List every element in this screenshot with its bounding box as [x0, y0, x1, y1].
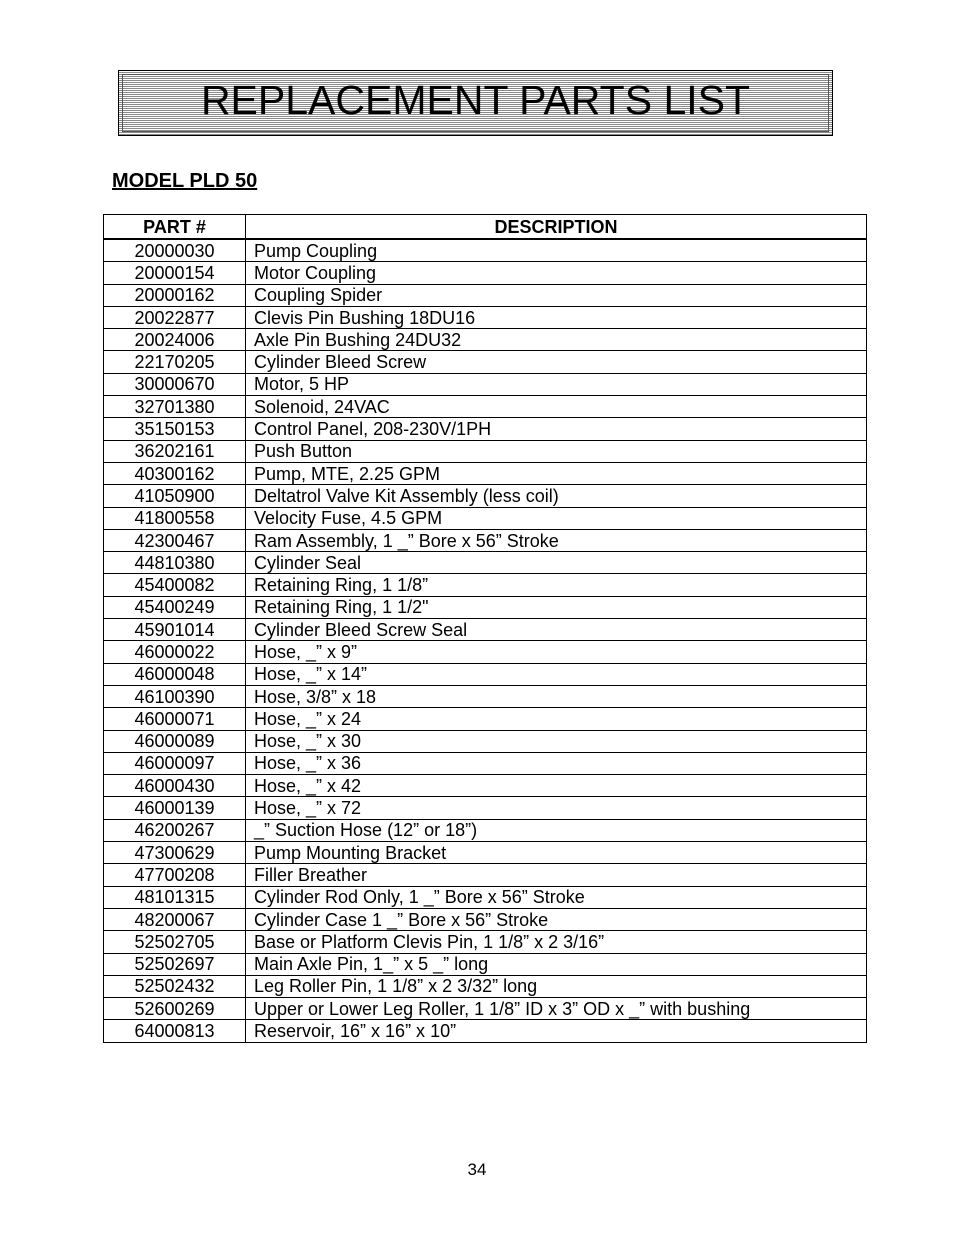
- description-cell: Push Button: [246, 440, 867, 462]
- part-number-cell: 48101315: [104, 886, 246, 908]
- table-row: [104, 819, 867, 841]
- table-header-row: [104, 215, 867, 240]
- part-number-cell: 42300467: [104, 529, 246, 551]
- table-row: [104, 239, 867, 262]
- part-number-cell: 41050900: [104, 485, 246, 507]
- part-number-cell: 46000430: [104, 775, 246, 797]
- part-number-cell: 45400249: [104, 596, 246, 618]
- description-cell: Velocity Fuse, 4.5 GPM: [246, 507, 867, 529]
- part-number-cell: 48200067: [104, 908, 246, 930]
- table-row: [104, 351, 867, 373]
- part-number-cell: 52502432: [104, 975, 246, 997]
- page-number: 34: [467, 1160, 487, 1179]
- part-number-cell: 47300629: [104, 842, 246, 864]
- description-cell: Axle Pin Bushing 24DU32: [246, 329, 867, 351]
- description-cell: Filler Breather: [246, 864, 867, 886]
- part-number-cell: 46100390: [104, 685, 246, 707]
- table-row: [104, 730, 867, 752]
- title-banner: [118, 70, 833, 136]
- parts-table: [103, 214, 867, 1043]
- description-cell: Hose, _” x 14”: [246, 663, 867, 685]
- description-cell: Clevis Pin Bushing 18DU16: [246, 306, 867, 328]
- part-number-cell: 64000813: [104, 1020, 246, 1042]
- description-cell: Ram Assembly, 1 _” Bore x 56” Stroke: [246, 529, 867, 551]
- table-row: [104, 329, 867, 351]
- description-cell: Pump, MTE, 2.25 GPM: [246, 462, 867, 484]
- description-cell: Retaining Ring, 1 1/8”: [246, 574, 867, 596]
- part-number-cell: 20000030: [104, 239, 246, 262]
- description-cell: Hose, 3/8” x 18: [246, 685, 867, 707]
- description-cell: Retaining Ring, 1 1/2": [246, 596, 867, 618]
- description-cell: Cylinder Bleed Screw Seal: [246, 619, 867, 641]
- description-cell: Cylinder Seal: [246, 552, 867, 574]
- part-number-cell: 47700208: [104, 864, 246, 886]
- table-row: [104, 953, 867, 975]
- page-title: REPLACEMENT PARTS LIST: [200, 77, 751, 123]
- description-cell: Hose, _” x 9”: [246, 641, 867, 663]
- part-number-cell: 45901014: [104, 619, 246, 641]
- part-number-cell: 35150153: [104, 418, 246, 440]
- description-cell: Hose, _” x 36: [246, 752, 867, 774]
- table-row: [104, 886, 867, 908]
- part-number-cell: 52502697: [104, 953, 246, 975]
- table-row: [104, 373, 867, 395]
- description-cell: Leg Roller Pin, 1 1/8” x 2 3/32” long: [246, 975, 867, 997]
- table-row: [104, 864, 867, 886]
- table-row: [104, 284, 867, 306]
- description-cell: Cylinder Case 1 _” Bore x 56” Stroke: [246, 908, 867, 930]
- part-number-cell: 30000670: [104, 373, 246, 395]
- description-cell: _” Suction Hose (12” or 18”): [246, 819, 867, 841]
- part-number-cell: 20024006: [104, 329, 246, 351]
- table-row: [104, 396, 867, 418]
- description-cell: Hose, _” x 72: [246, 797, 867, 819]
- part-number-cell: 46000048: [104, 663, 246, 685]
- description-cell: Deltatrol Valve Kit Assembly (less coil): [246, 485, 867, 507]
- description-cell: Upper or Lower Leg Roller, 1 1/8” ID x 3” OD x _” with bushing: [246, 998, 867, 1020]
- table-row: [104, 842, 867, 864]
- part-number-cell: 46000089: [104, 730, 246, 752]
- table-row: [104, 552, 867, 574]
- table-row: [104, 663, 867, 685]
- part-number-cell: 46200267: [104, 819, 246, 841]
- table-row: [104, 908, 867, 930]
- part-number-cell: 20022877: [104, 306, 246, 328]
- table-row: [104, 619, 867, 641]
- table-row: [104, 685, 867, 707]
- part-number-cell: 44810380: [104, 552, 246, 574]
- part-number-cell: 46000022: [104, 641, 246, 663]
- description-cell: Base or Platform Clevis Pin, 1 1/8” x 2 3/16”: [246, 931, 867, 953]
- part-number-cell: 22170205: [104, 351, 246, 373]
- description-cell: Main Axle Pin, 1_” x 5 _” long: [246, 953, 867, 975]
- description-cell: Hose, _” x 42: [246, 775, 867, 797]
- description-cell: Pump Coupling: [246, 239, 867, 262]
- part-number-cell: 32701380: [104, 396, 246, 418]
- table-row: [104, 596, 867, 618]
- description-cell: Hose, _” x 24: [246, 708, 867, 730]
- part-number-cell: 52600269: [104, 998, 246, 1020]
- description-cell: Hose, _” x 30: [246, 730, 867, 752]
- description-cell: Coupling Spider: [246, 284, 867, 306]
- part-number-cell: 40300162: [104, 462, 246, 484]
- table-row: [104, 529, 867, 551]
- part-number-cell: 46000097: [104, 752, 246, 774]
- description-cell: Cylinder Bleed Screw: [246, 351, 867, 373]
- table-row: [104, 975, 867, 997]
- description-cell: Motor, 5 HP: [246, 373, 867, 395]
- part-number-cell: 36202161: [104, 440, 246, 462]
- description-header: DESCRIPTION: [246, 215, 867, 240]
- part-number-cell: 46000071: [104, 708, 246, 730]
- table-row: [104, 708, 867, 730]
- table-row: [104, 641, 867, 663]
- table-row: [104, 574, 867, 596]
- table-row: [104, 462, 867, 484]
- table-row: [104, 998, 867, 1020]
- table-row: [104, 797, 867, 819]
- part-number-cell: 45400082: [104, 574, 246, 596]
- table-row: [104, 485, 867, 507]
- description-cell: Pump Mounting Bracket: [246, 842, 867, 864]
- description-cell: Cylinder Rod Only, 1 _” Bore x 56” Stroke: [246, 886, 867, 908]
- table-row: [104, 775, 867, 797]
- part-number-cell: 20000162: [104, 284, 246, 306]
- model-heading: MODEL PLD 50: [112, 170, 258, 192]
- table-row: [104, 507, 867, 529]
- part-number-header: PART #: [104, 215, 246, 240]
- part-number-cell: 41800558: [104, 507, 246, 529]
- parts-table-body: [104, 239, 867, 1042]
- table-row: [104, 931, 867, 953]
- table-row: [104, 752, 867, 774]
- part-number-cell: 46000139: [104, 797, 246, 819]
- table-row: [104, 306, 867, 328]
- description-cell: Control Panel, 208-230V/1PH: [246, 418, 867, 440]
- description-cell: Reservoir, 16” x 16” x 10”: [246, 1020, 867, 1042]
- table-row: [104, 440, 867, 462]
- table-row: [104, 1020, 867, 1042]
- description-cell: Motor Coupling: [246, 262, 867, 284]
- description-cell: Solenoid, 24VAC: [246, 396, 867, 418]
- table-row: [104, 418, 867, 440]
- part-number-cell: 52502705: [104, 931, 246, 953]
- table-row: [104, 262, 867, 284]
- part-number-cell: 20000154: [104, 262, 246, 284]
